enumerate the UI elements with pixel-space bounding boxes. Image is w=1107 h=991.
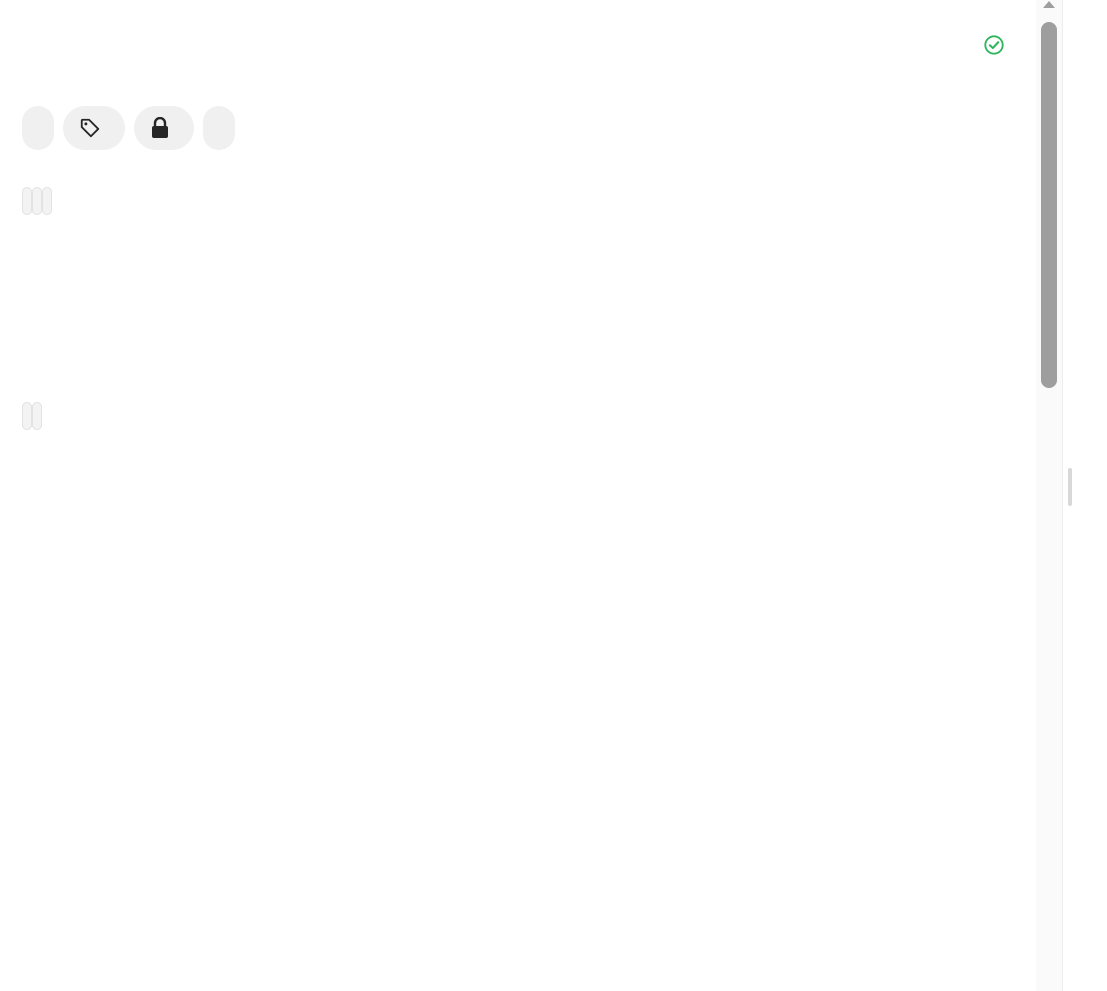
lock-icon — [150, 117, 170, 139]
inline-code — [32, 187, 42, 215]
title-row — [22, 22, 1007, 78]
inline-code — [22, 402, 32, 430]
scroll-up-arrow-icon[interactable] — [1041, 0, 1057, 8]
inline-code — [22, 187, 32, 215]
tag-bar — [22, 106, 235, 150]
tag-icon — [79, 117, 101, 139]
check-circle-icon — [983, 34, 1005, 56]
related-companies-button[interactable] — [134, 106, 194, 150]
difficulty-badge[interactable] — [22, 106, 54, 150]
panel-resize-handle[interactable] — [1068, 468, 1072, 506]
scrollbar-thumb[interactable] — [1041, 22, 1057, 388]
inline-code — [42, 187, 52, 215]
example-trees-image — [0, 596, 1010, 991]
description-paragraph-3 — [22, 395, 1007, 436]
description-paragraph-1 — [22, 180, 1007, 221]
inline-code — [32, 402, 42, 430]
related-tags-button[interactable] — [63, 106, 125, 150]
solved-status — [975, 34, 1005, 56]
translate-button[interactable] — [203, 106, 235, 150]
